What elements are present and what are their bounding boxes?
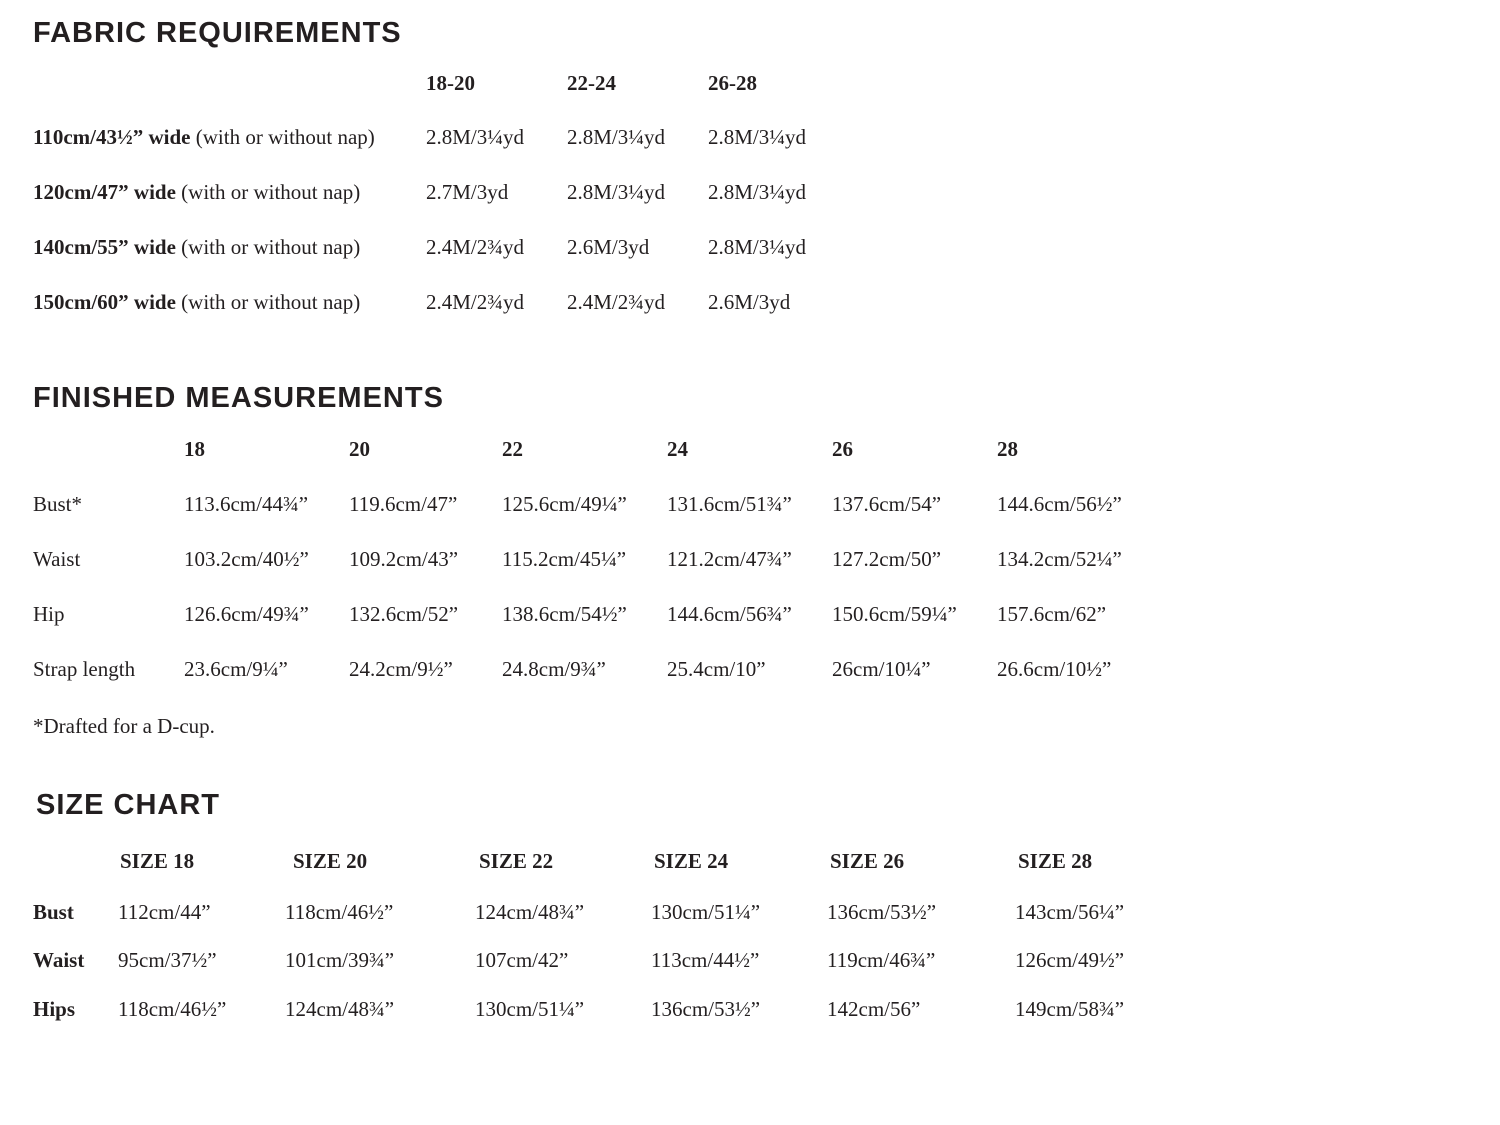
measurement-column-header: 22 bbox=[502, 437, 523, 461]
size-value: 101cm/39¾” bbox=[285, 948, 395, 972]
size-column-header: SIZE 24 bbox=[654, 849, 729, 873]
measurement-row-label: Waist bbox=[33, 547, 81, 571]
fabric-nap-note: (with or without nap) bbox=[175, 180, 361, 204]
fabric-value: 2.4M/2¾yd bbox=[426, 290, 525, 314]
measurement-column-header: 28 bbox=[997, 437, 1018, 461]
measurement-value: 157.6cm/62” bbox=[997, 602, 1107, 626]
fabric-value: 2.8M/3¼yd bbox=[567, 125, 666, 149]
fabric-row-label bbox=[33, 179, 360, 205]
size-value: 136cm/53½” bbox=[827, 900, 937, 924]
measurement-value: 109.2cm/43” bbox=[349, 547, 459, 571]
size-value: 130cm/51¼” bbox=[651, 900, 761, 924]
fabric-row-label bbox=[33, 289, 360, 315]
measurement-value: 125.6cm/49¼” bbox=[502, 492, 627, 516]
fabric-value: 2.8M/3¼yd bbox=[708, 125, 807, 149]
size-value: 142cm/56” bbox=[827, 997, 921, 1021]
fabric-value: 2.4M/2¾yd bbox=[567, 290, 666, 314]
size-value: 118cm/46½” bbox=[118, 997, 227, 1021]
measurement-column-header: 20 bbox=[349, 437, 370, 461]
fabric-value: 2.6M/3yd bbox=[708, 290, 791, 314]
fabric-row-label bbox=[33, 234, 360, 260]
fabric-nap-note: (with or without nap) bbox=[190, 125, 375, 149]
measurement-value: 26.6cm/10½” bbox=[997, 657, 1112, 681]
size-column-header: SIZE 22 bbox=[479, 849, 554, 873]
measurement-value: 137.6cm/54” bbox=[832, 492, 942, 516]
finished-measurements-heading: FINISHED MEASUREMENTS bbox=[33, 382, 444, 414]
fabric-nap-note: (with or without nap) bbox=[175, 290, 361, 314]
fabric-value: 2.8M/3¼yd bbox=[708, 180, 807, 204]
measurement-row-label: Strap length bbox=[33, 657, 136, 681]
size-value: 118cm/46½” bbox=[285, 900, 394, 924]
measurement-value: 127.2cm/50” bbox=[832, 547, 942, 571]
fabric-column-header: 22-24 bbox=[567, 71, 616, 95]
fabric-value: 2.8M/3¼yd bbox=[708, 235, 807, 259]
size-value: 124cm/48¾” bbox=[285, 997, 395, 1021]
size-row-label: Hips bbox=[33, 997, 76, 1021]
size-value: 126cm/49½” bbox=[1015, 948, 1125, 972]
fabric-column-header: 26-28 bbox=[708, 71, 757, 95]
d-cup-footnote: *Drafted for a D-cup. bbox=[33, 714, 215, 738]
size-value: 136cm/53½” bbox=[651, 997, 761, 1021]
fabric-width: 120cm/47” wide bbox=[33, 180, 176, 204]
measurement-value: 23.6cm/9¼” bbox=[184, 657, 288, 681]
size-value: 143cm/56¼” bbox=[1015, 900, 1125, 924]
measurement-value: 26cm/10¼” bbox=[832, 657, 931, 681]
measurement-value: 126.6cm/49¾” bbox=[184, 602, 309, 626]
size-value: 113cm/44½” bbox=[651, 948, 760, 972]
measurement-value: 103.2cm/40½” bbox=[184, 547, 309, 571]
measurement-column-header: 18 bbox=[184, 437, 205, 461]
fabric-width: 110cm/43½” wide bbox=[33, 125, 191, 149]
measurement-row-label: Hip bbox=[33, 602, 65, 626]
size-value: 112cm/44” bbox=[118, 900, 211, 924]
fabric-nap-note: (with or without nap) bbox=[175, 235, 361, 259]
measurement-value: 115.2cm/45¼” bbox=[502, 547, 627, 571]
size-value: 149cm/58¾” bbox=[1015, 997, 1125, 1021]
measurement-value: 138.6cm/54½” bbox=[502, 602, 627, 626]
fabric-width: 140cm/55” wide bbox=[33, 235, 176, 259]
measurement-value: 119.6cm/47” bbox=[349, 492, 458, 516]
measurement-value: 132.6cm/52” bbox=[349, 602, 459, 626]
size-column-header: SIZE 20 bbox=[293, 849, 368, 873]
measurement-value: 134.2cm/52¼” bbox=[997, 547, 1122, 571]
size-value: 130cm/51¼” bbox=[475, 997, 585, 1021]
measurement-row-label: Bust* bbox=[33, 492, 83, 516]
measurement-value: 144.6cm/56¾” bbox=[667, 602, 792, 626]
fabric-value: 2.7M/3yd bbox=[426, 180, 509, 204]
fabric-value: 2.6M/3yd bbox=[567, 235, 650, 259]
measurement-value: 113.6cm/44¾” bbox=[184, 492, 309, 516]
measurement-value: 131.6cm/51¾” bbox=[667, 492, 792, 516]
size-row-label: Bust bbox=[33, 900, 74, 924]
size-value: 124cm/48¾” bbox=[475, 900, 585, 924]
fabric-requirements-heading: FABRIC REQUIREMENTS bbox=[33, 17, 402, 49]
measurement-value: 24.8cm/9¾” bbox=[502, 657, 606, 681]
size-column-header: SIZE 26 bbox=[830, 849, 905, 873]
fabric-column-header: 18-20 bbox=[426, 71, 475, 95]
size-column-header: SIZE 28 bbox=[1018, 849, 1093, 873]
size-value: 119cm/46¾” bbox=[827, 948, 936, 972]
size-chart-heading: SIZE CHART bbox=[36, 789, 220, 821]
fabric-value: 2.4M/2¾yd bbox=[426, 235, 525, 259]
fabric-row-label bbox=[33, 124, 375, 150]
measurement-column-header: 24 bbox=[667, 437, 688, 461]
size-value: 107cm/42” bbox=[475, 948, 569, 972]
fabric-value: 2.8M/3¼yd bbox=[567, 180, 666, 204]
size-column-header: SIZE 18 bbox=[120, 849, 195, 873]
measurement-value: 25.4cm/10” bbox=[667, 657, 766, 681]
measurement-value: 144.6cm/56½” bbox=[997, 492, 1122, 516]
measurement-value: 121.2cm/47¾” bbox=[667, 547, 792, 571]
measurement-value: 24.2cm/9½” bbox=[349, 657, 453, 681]
size-value: 95cm/37½” bbox=[118, 948, 217, 972]
size-row-label: Waist bbox=[33, 948, 85, 972]
measurement-value: 150.6cm/59¼” bbox=[832, 602, 957, 626]
fabric-width: 150cm/60” wide bbox=[33, 290, 176, 314]
fabric-value: 2.8M/3¼yd bbox=[426, 125, 525, 149]
measurement-column-header: 26 bbox=[832, 437, 853, 461]
